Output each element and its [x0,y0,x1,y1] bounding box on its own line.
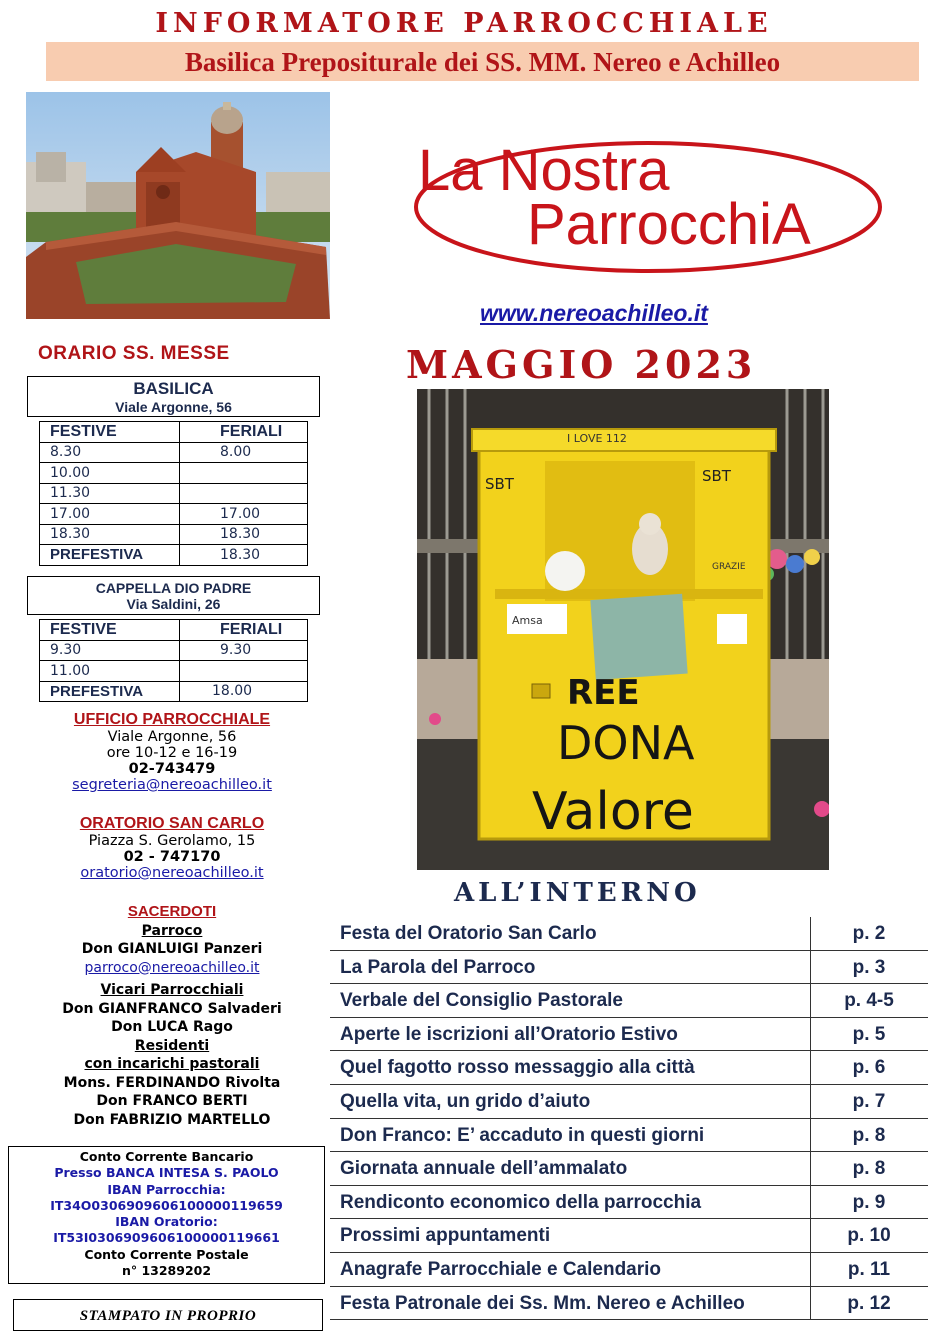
toc-item-page: p. 3 [852,956,886,978]
photo-tag-right: SBT [702,467,731,485]
cappella-box [27,576,320,615]
photo-grazie: GRAZIE [712,562,746,572]
toc-item-page: p. 2 [852,923,886,944]
basilica-schedule-table [39,421,308,566]
parish-banner: Basilica Prepositurale dei SS. MM. Nereo e Achilleo [46,42,919,81]
iban-oratorio-label: IBAN Oratorio: [115,1214,218,1230]
toc-item-title: Prossimi appuntamenti [340,1225,551,1247]
toc-divider [810,917,811,1320]
postale-label: Conto Corrente Postale [84,1246,249,1262]
bank-name: Presso BANCA INTESA S. PAOLO [54,1165,279,1181]
oratorio-title: ORATORIO SAN CARLO [79,815,265,832]
toc-item-title: La Parola del Parroco [340,956,536,978]
sacerdoti-section [22,903,322,1129]
table-row: 8.30 8.00 [40,442,308,463]
ufficio-phone: 02-743479 [128,761,216,777]
parroco-label: Parroco [141,922,203,939]
toc-item-page: p. 10 [847,1225,891,1247]
postale-number: n° 13289202 [121,1263,212,1279]
basilica-box [27,376,320,417]
oratorio-address: Piazza S. Gerolamo, 15 [88,833,256,849]
toc-item-title: Quel fagotto rosso messaggio alla città [340,1057,695,1079]
toc-item[interactable] [330,1219,928,1253]
oratorio-email[interactable]: oratorio@nereoachilleo.it [80,865,264,881]
basilica-address: Viale Argonne, 56 [115,399,232,415]
residente-3: Don FABRIZIO MARTELLO [73,1111,271,1128]
table-row: 9.30 9.30 [40,640,308,661]
toc-item[interactable] [330,1186,928,1220]
vicari-label: Vicari Parrocchiali [100,982,244,998]
toc-title: ALL’INTERNO [454,878,701,908]
sacerdoti-title: SACERDOTI [127,903,217,920]
issue-month: MAGGIO 2023 [406,342,757,387]
logo-line2: ParrocchiA [527,192,811,257]
parroco-name: Don GIANLUIGI Panzeri [81,941,263,957]
col-feriali: FERIALI [180,422,308,443]
toc-item-title: Verbale del Consiglio Pastorale [340,990,623,1012]
photo-tag-left: SBT [485,475,514,493]
toc-item-page: p. 4-5 [844,990,894,1012]
toc-item-page: p. 6 [852,1057,886,1079]
parish-logo [412,128,884,274]
toc-item[interactable] [330,951,928,985]
table-row: 11.00 [40,661,308,682]
parroco-email[interactable]: parroco@nereoachilleo.it [84,959,260,976]
printed-note: STAMPATO IN PROPRIO [13,1299,323,1331]
cappella-schedule-table [39,619,308,702]
toc-item-page: p. 8 [852,1158,886,1180]
logo-line1: La Nostra [418,138,670,203]
toc-item-page: p. 5 [852,1023,886,1045]
toc-item[interactable] [330,1152,928,1186]
ufficio-section [22,711,322,793]
iban-oratorio: IT53I0306909606100000119661 [53,1230,280,1246]
prefestiva-row: PREFESTIVA 18.00 [40,681,308,702]
table-row: 17.00 17.00 [40,504,308,525]
toc-item-title: Don Franco: E’ accaduto in questi giorni [340,1124,705,1146]
table-row: 10.00 [40,463,308,484]
toc-item[interactable] [330,917,928,951]
ufficio-hours: ore 10-12 e 16-19 [106,745,238,761]
toc-item-title: Quella vita, un grido d’aiuto [340,1090,591,1112]
toc-item-title: Festa del Oratorio San Carlo [340,923,597,944]
photo-graffiti-2: DONA [557,716,695,770]
table-row: 18.30 18.30 [40,524,308,545]
oratorio-section [22,815,322,881]
bank-info-box [8,1146,325,1284]
photo-graffiti-1: REE [567,673,640,713]
cappella-address: Via Saldini, 26 [126,596,221,612]
church-photo [26,92,330,319]
ufficio-address: Viale Argonne, 56 [107,729,237,745]
ufficio-title: UFFICIO PARROCCHIALE [73,711,271,728]
col-festive: FESTIVE [40,422,180,443]
col-feriali: FERIALI [180,620,308,641]
residente-2: Don FRANCO BERTI [96,1093,248,1109]
bank-title: Conto Corrente Bancario [79,1149,254,1164]
toc-item[interactable] [330,1253,928,1287]
toc-item[interactable] [330,1119,928,1153]
toc-item-page: p. 9 [852,1191,886,1213]
toc-item[interactable] [330,1051,928,1085]
toc-item[interactable] [330,1287,928,1321]
photo-brand: Amsa [512,614,543,627]
toc-item-page: p. 7 [852,1090,886,1112]
oratorio-phone: 02 - 747170 [123,849,221,865]
toc-item-title: Giornata annuale dell’ammalato [340,1158,628,1180]
cappella-name: CAPPELLA DIO PADRE [95,580,252,596]
toc-item[interactable] [330,1085,928,1119]
website-link[interactable]: www.nereoachilleo.it [480,300,708,326]
toc-item[interactable] [330,984,928,1018]
toc-item-title: Aperte le iscrizioni all’Oratorio Estivo [340,1023,678,1045]
col-festive: FESTIVE [40,620,180,641]
vicario-2: Don LUCA Rago [111,1019,233,1035]
toc-item-title: Rendiconto economico della parrocchia [340,1191,702,1213]
toc-item[interactable] [330,1018,928,1052]
ufficio-email[interactable]: segreteria@nereoachilleo.it [72,777,272,793]
toc-item-title: Anagrafe Parrocchiale e Calendario [340,1258,662,1280]
iban-parrocchia-label: IBAN Parrocchia: [107,1181,226,1197]
prefestiva-row: PREFESTIVA 18.30 [40,545,308,566]
basilica-name: BASILICA [133,379,214,398]
residente-1: Mons. FERDINANDO Rivolta [63,1074,281,1091]
table-of-contents [330,917,928,1320]
photo-tag-top: I LOVE 112 [567,432,627,445]
cover-photo [417,389,829,870]
residenti-sub: con incarichi pastorali [84,1056,260,1072]
vicario-1: Don GIANFRANCO Salvaderi [62,1000,282,1017]
iban-parrocchia: IT34O0306909606100000119659 [50,1197,283,1213]
toc-item-page: p. 8 [852,1124,886,1146]
toc-item-page: p. 11 [847,1258,891,1280]
residenti-label: Residenti [134,1037,210,1054]
table-row: 11.30 [40,483,308,504]
mass-schedule-title: ORARIO SS. MESSE [38,343,230,364]
toc-item-title: Festa Patronale dei Ss. Mm. Nereo e Achilleo [340,1292,745,1314]
photo-graffiti-3: Valore [532,782,694,842]
newsletter-title: INFORMATORE PARROCCHIALE [155,8,773,39]
toc-item-page: p. 12 [847,1292,891,1314]
